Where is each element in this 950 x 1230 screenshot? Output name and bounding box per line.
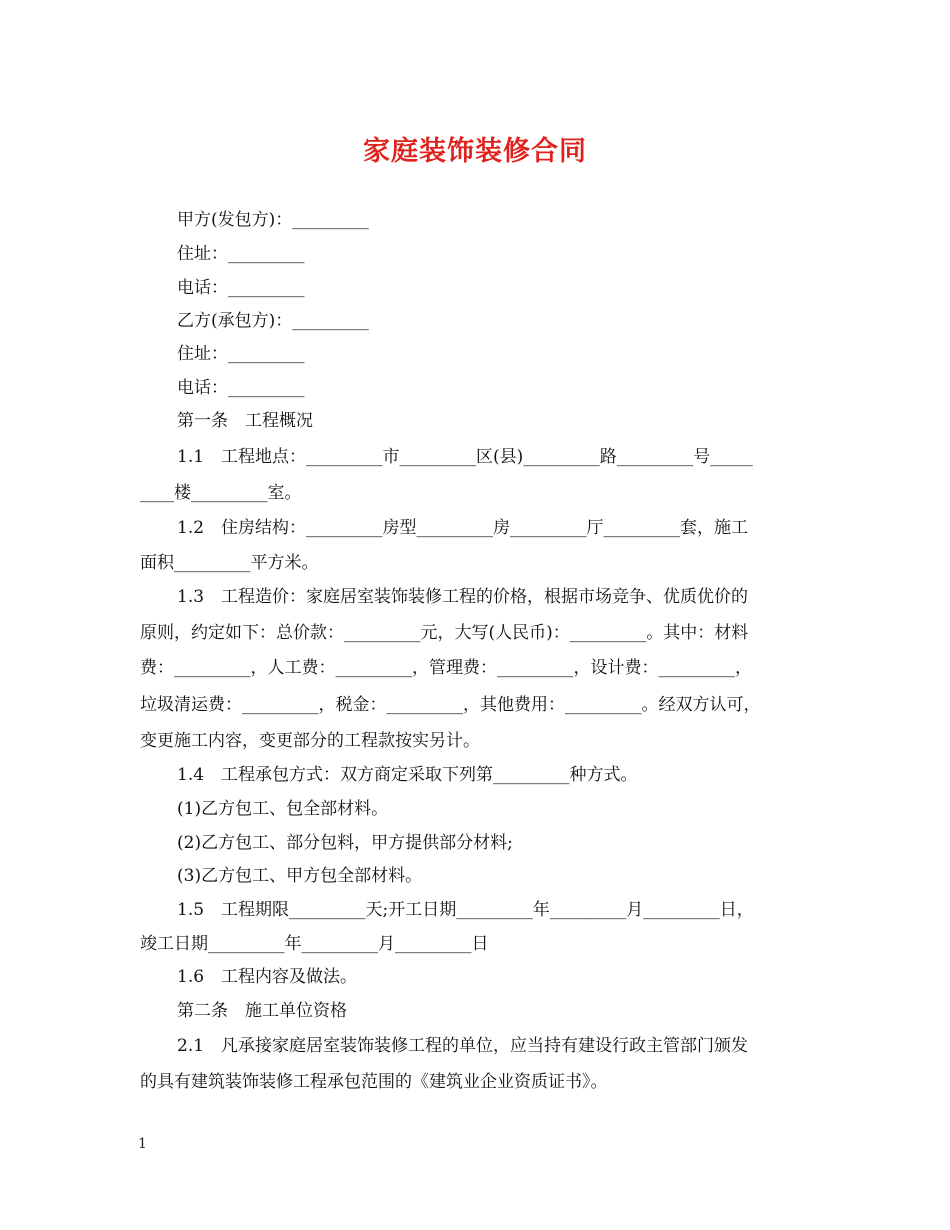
article-1-heading: 第一条 工程概况	[177, 411, 313, 431]
article-2-heading: 第二条 施工单位资格	[177, 1001, 347, 1021]
clause-2-1-line-2: 的具有建筑装饰装修工程承包范围的《建筑业企业资质证书》。	[140, 1072, 608, 1092]
clause-1-5-line-2: 竣工日期_________年_________月_________日	[140, 934, 489, 954]
party-a-phone: 电话：_________	[177, 278, 305, 298]
clause-1-3-line-5: 变更施工内容，变更部分的工程款按实另计。	[140, 731, 480, 751]
clause-1-4: 1.4 工程承包方式：双方商定采取下列第_________种方式。	[177, 765, 638, 785]
option-2: (2)乙方包工、部分包料，甲方提供部分材料;	[177, 833, 513, 853]
clause-1-1-line-1: 1.1 工程地点：_________市_________区(县)_________路_________号_____	[177, 447, 753, 467]
party-a-name: 甲方(发包方)：_________	[177, 210, 369, 230]
clause-1-5-line-1: 1.5 工程期限_________天;开工日期_________年_________月_________日，	[177, 900, 754, 920]
clause-1-3-line-1: 1.3 工程造价：家庭居室装饰装修工程的价格，根据市场竞争、优质优价的	[177, 587, 749, 607]
party-b-phone: 电话：_________	[177, 378, 305, 398]
clause-1-1-line-2: ____楼_________室。	[140, 483, 302, 503]
clause-1-2-line-2: 面积_________平方米。	[140, 553, 319, 573]
clause-1-6: 1.6 工程内容及做法。	[177, 967, 358, 987]
clause-1-3-line-3: 费：_________，人工费：_________，管理费：_________，设计费：_________，	[140, 658, 752, 678]
document-title: 家庭装饰装修合同	[363, 136, 587, 167]
page-number: 1	[138, 1136, 147, 1152]
clause-1-2-line-1: 1.2 住房结构：_________房型_________房_________厅_________套，施工	[177, 518, 749, 538]
clause-1-3-line-2: 原则，约定如下：总价款：_________元，大写(人民币)：_________。其中：材料	[140, 623, 749, 643]
option-1: (1)乙方包工、包全部材料。	[177, 799, 389, 819]
clause-2-1-line-1: 2.1 凡承接家庭居室装饰装修工程的单位，应当持有建设行政主管部门颁发	[177, 1036, 749, 1056]
party-a-address: 住址：_________	[177, 244, 305, 264]
option-3: (3)乙方包工、甲方包全部材料。	[177, 866, 423, 886]
party-b-name: 乙方(承包方)：_________	[177, 311, 369, 331]
party-b-address: 住址：_________	[177, 344, 305, 364]
clause-1-3-line-4: 垃圾清运费：_________，税金：_________，其他费用：_________。经双方认可，	[140, 695, 761, 715]
